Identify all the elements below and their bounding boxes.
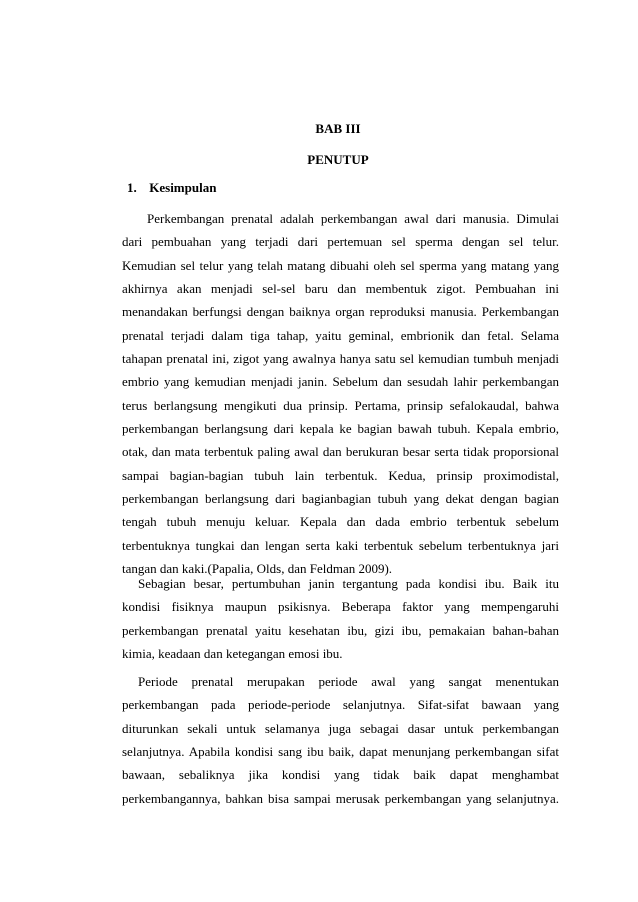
paragraph-line: sampai bagian-bagian tubuh lain terbentuk. Kedua, prinsip proximodistal, (122, 467, 559, 483)
paragraph-line: perkembangannya, bahkan bisa sampai merusak perkembangan yang selanjutnya. (122, 790, 559, 806)
paragraph-line: tahapan prenatal ini, zigot yang awalnya hanya satu sel kemudian tumbuh menjadi (122, 351, 559, 367)
paragraph-3 (122, 670, 559, 810)
chapter-heading: BAB III (315, 121, 361, 136)
paragraph-line: dari pembuahan yang terjadi dari pertemuan sel sperma dengan sel telur. (122, 234, 559, 250)
paragraph-line: bawaan, sebaliknya jika kondisi yang tidak baik dapat menghambat (122, 767, 559, 783)
paragraph-line: Perkembangan prenatal adalah perkembangan awal dari manusia. Dimulai (147, 211, 559, 226)
paragraph-line: perkembangan prenatal yaitu kesehatan ibu, gizi ibu, pemakaian bahan-bahan (122, 622, 559, 638)
section-title-text: Kesimpulan (149, 180, 217, 195)
paragraph-line: selanjutnya. Apabila kondisi sang ibu baik, dapat menunjang perkembangan sifat (122, 744, 559, 760)
chapter-title: PENUTUP (307, 152, 369, 167)
paragraph-line: Periode prenatal merupakan periode awal yang sangat menentukan (138, 674, 559, 689)
paragraph-line: terus berlangsung mengikuti dua prinsip. Pertama, prinsip sefalokaudal, bahwa (122, 397, 559, 413)
paragraph-1 (122, 207, 559, 581)
paragraph-line: embrio yang kemudian menjadi janin. Sebelum dan sesudah lahir perkembangan (122, 374, 559, 390)
paragraph-line: otak, dan mata terbentuk paling awal dan berukuran besar serta tidak proporsional (122, 444, 559, 460)
section-heading (127, 180, 216, 196)
paragraph-line: Kemudian sel telur yang telah matang dibuahi oleh sel sperma yang matang yang (122, 257, 559, 273)
section-number: 1. (127, 180, 137, 195)
paragraph-line: perkembangan pada periode-periode selanjutnya. Sifat-sifat bawaan yang (122, 697, 559, 713)
paragraph-2 (122, 572, 559, 665)
paragraph-line: kondisi fisiknya maupun psikisnya. Beberapa faktor yang mempengaruhi (122, 599, 559, 615)
paragraph-line: menandakan berfungsi dengan baiknya organ reproduksi manusia. Perkembangan (122, 304, 559, 320)
paragraph-line: perkembangan berlangsung dari kepala ke bagian bawah tubuh. Kepala embrio, (122, 421, 559, 437)
paragraph-line: kimia, keadaan dan ketegangan emosi ibu. (122, 646, 343, 662)
paragraph-line: akhirnya akan menjadi sel-sel baru dan membentuk zigot. Pembuahan ini (122, 281, 559, 297)
paragraph-line: terbentuknya tungkai dan lengan serta kaki terbentuk sebelum terbentuknya jari (122, 537, 559, 553)
paragraph-line: Sebagian besar, pertumbuhan janin tergantung pada kondisi ibu. Baik itu (138, 576, 559, 591)
paragraph-line: prenatal terjadi dalam tiga tahap, yaitu geminal, embrionik dan fetal. Selama (122, 327, 559, 343)
paragraph-line: perkembangan berlangsung dari bagianbagian tubuh yang dekat dengan bagian (122, 491, 559, 507)
paragraph-line: tangan dan kaki.(Papalia, Olds, dan Feldman 2009). (122, 561, 393, 577)
paragraph-line: diturunkan sekali untuk selamanya juga sebagai dasar untuk perkembangan (122, 720, 559, 736)
paragraph-line: tengah tubuh menuju keluar. Kepala dan dada embrio terbentuk sebelum (122, 514, 559, 530)
